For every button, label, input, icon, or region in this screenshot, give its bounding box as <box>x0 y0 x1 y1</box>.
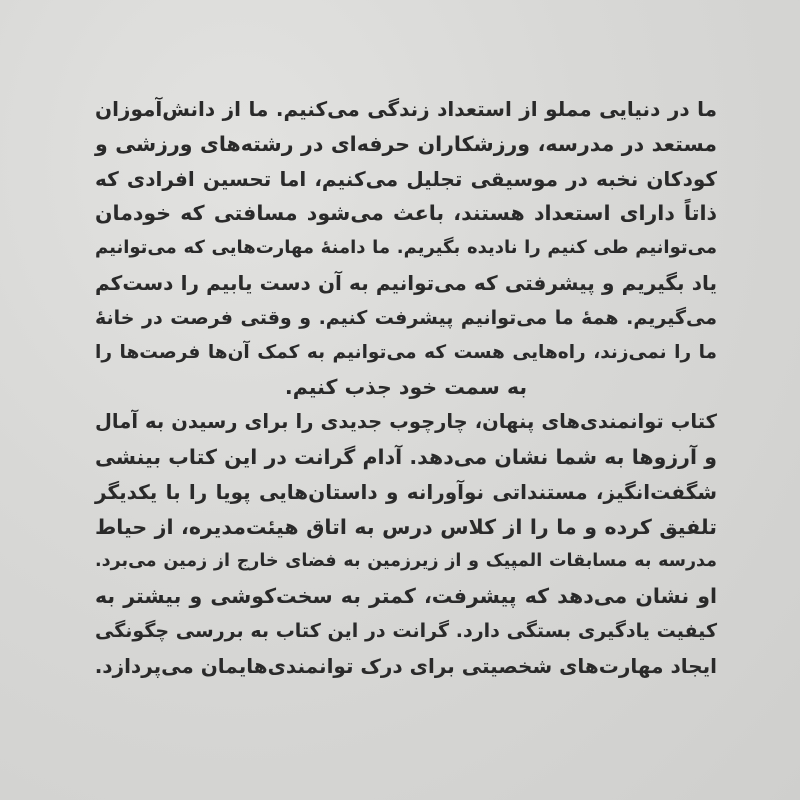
text-line: تلفیق کرده و ما را از کلاس درس به اتاق هیئت‌مدیره، از حیاط <box>95 514 717 539</box>
paragraph-1 <box>95 92 717 405</box>
text-line: او نشان می‌دهد که پیشرفت، کمتر به سخت‌کوشی و بیشتر به <box>95 584 717 609</box>
text-line: ذاتاً دارای استعداد هستند، باعث می‌شود مسافتی که خودمان <box>95 201 717 226</box>
text-line: یاد بگیریم و پیشرفتی که می‌توانیم به آن دست یابیم را دست‌کم <box>95 270 717 295</box>
text-line-last: به سمت خود جذب کنیم. <box>284 375 528 400</box>
text-line: شگفت‌انگیز، مستنداتی نوآورانه و داستان‌هایی پویا را با یکدیگر <box>95 479 717 504</box>
text-line: مدرسه به مسابقات المپیک و از زیرزمین به فضای خارج از زمین می‌برد. <box>95 551 717 572</box>
book-description <box>95 92 717 684</box>
text-line: و آرزوها به شما نشان می‌دهد. آدام گرانت در این کتاب بینشی <box>95 444 717 469</box>
text-line: ما را نمی‌زند، راه‌هایی هست که می‌توانیم به کمک آن‌ها فرصت‌ها را <box>95 341 717 363</box>
text-line: می‌توانیم طی کنیم را نادیده بگیریم. ما دامنهٔ مهارت‌هایی که می‌توانیم <box>95 237 717 259</box>
text-line: می‌گیریم. همهٔ ما می‌توانیم پیشرفت کنیم. و وقتی فرصت در خانهٔ <box>95 306 717 329</box>
text-line: کودکان نخبه در موسیقی تجلیل می‌کنیم، اما تحسین افرادی که <box>95 166 717 191</box>
text-line: مستعد در مدرسه، ورزشکاران حرفه‌ای در رشته‌های ورزشی و <box>95 131 717 156</box>
text-line: کتاب توانمندی‌های پنهان، چارچوب جدیدی را برای رسیدن به آمال <box>95 410 717 434</box>
text-line: ایجاد مهارت‌های شخصیتی برای درک توانمندی‌هایمان می‌پردازد. <box>94 653 717 678</box>
text-line: ما در دنیایی مملو از استعداد زندگی می‌کنیم. ما از دانش‌آموزان <box>95 97 717 121</box>
paragraph-2 <box>95 405 717 683</box>
text-line: کیفیت یادگیری بستگی دارد. گرانت در این کتاب به بررسی چگونگی <box>95 619 717 642</box>
